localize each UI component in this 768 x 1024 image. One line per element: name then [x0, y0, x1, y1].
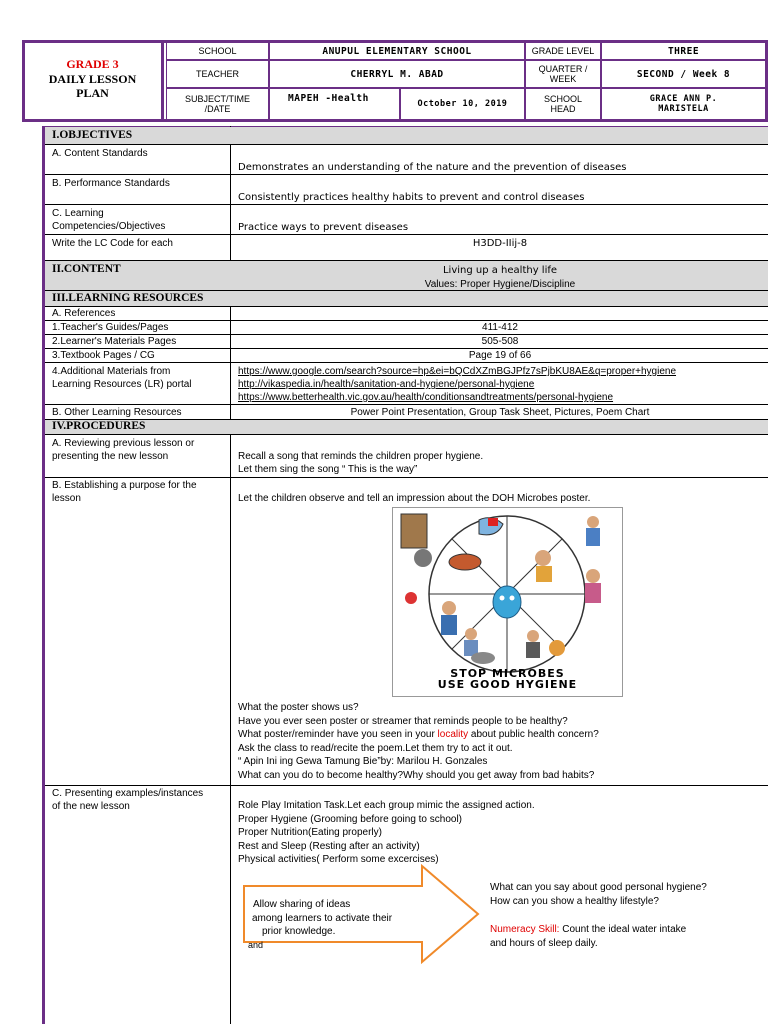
presenting-label [52, 787, 203, 813]
purpose-poem-title: “ Apin Ini ing Gewa Tamung Bie”by: Marilou H. Gonzales [238, 756, 488, 767]
reviewing-label-line2: presenting the new lesson [52, 451, 169, 462]
arrow-callout-line1: Allow sharing of ideas [253, 899, 351, 910]
presenting-label-line1: C. Presenting examples/instances [52, 788, 204, 799]
subject-label [166, 88, 269, 120]
content-value-values: Values: Proper Hygiene/Discipline [424, 279, 576, 290]
purpose-label [52, 479, 197, 505]
learners-materials-label: 2.Learner's Materials Pages [52, 336, 177, 347]
school-head-label-line1: SCHOOL [543, 94, 582, 104]
purpose-question-3-post: about public health concern? [468, 729, 599, 740]
subject-value: MAPEH -Health [269, 88, 400, 120]
purpose-question-3 [238, 728, 599, 742]
purpose-question-3-pre: What poster/reminder have you seen in your [238, 729, 438, 740]
purpose-intro: Let the children observe and tell an impression about the DOH Microbes poster. [238, 493, 591, 504]
purpose-question-2: Have you ever seen poster or streamer that reminds people to be healthy? [238, 715, 568, 727]
additional-materials-label-line1: 4.Additional Materials from [52, 366, 171, 377]
competencies-value: Practice ways to prevent diseases [238, 222, 409, 233]
additional-materials-label [52, 365, 192, 391]
arrow-callout-text [252, 898, 392, 939]
performance-standards-label: B. Performance Standards [52, 178, 170, 189]
presenting-label-line2: of the new lesson [52, 801, 130, 812]
purpose-question-1: What the poster shows us? [238, 702, 359, 713]
section-objectives-title: I.OBJECTIVES [52, 129, 133, 141]
section-procedures-title: IV.PROCEDURES [52, 420, 146, 432]
grade-level-value: THREE [601, 42, 766, 60]
reflection-questions [490, 881, 707, 908]
section-learning-resources [45, 291, 768, 307]
teacher-value: CHERRYL M. ABAD [269, 60, 525, 88]
teachers-guide-value: 411-412 [482, 322, 518, 333]
presenting-line-1: Role Play Imitation Task.Let each group mimic the assigned action. [238, 800, 535, 811]
resource-links [238, 365, 676, 404]
performance-standards-value: Consistently practices healthy habits to prevent and control diseases [238, 192, 585, 203]
resource-link-3[interactable]: https://www.betterhealth.vic.gov.au/health/conditionsandtreatments/personal-hygiene [238, 392, 614, 403]
subject-label-line1: SUBJECT/TIME [184, 94, 250, 104]
purpose-label-line1: B. Establishing a purpose for the [52, 480, 197, 491]
subject-label-line2: /DATE [204, 104, 231, 114]
presenting-lines [238, 799, 535, 867]
quarter-label [525, 60, 601, 88]
row-references [45, 307, 768, 321]
lc-code-label: Write the LC Code for each [52, 238, 173, 249]
other-resources-label: B. Other Learning Resources [52, 407, 182, 418]
section-procedures [45, 420, 768, 435]
competencies-label-line1: C. Learning [52, 208, 104, 219]
section-objectives [45, 127, 768, 145]
resource-link-2[interactable]: http://vikaspedia.in/health/sanitation-and-hygiene/personal-hygiene [238, 379, 535, 390]
reviewing-value [238, 450, 483, 476]
textbook-value: Page 19 of 66 [468, 350, 532, 361]
purpose-label-line2: lesson [52, 493, 81, 504]
grade-title: GRADE 3 [66, 57, 119, 71]
competencies-label [52, 207, 165, 233]
quarter-value: SECOND / Week 8 [601, 60, 766, 88]
quarter-label-line1: QUARTER / [538, 64, 588, 74]
lc-code-value: H3DD-IIij-8 [472, 238, 528, 249]
poster-slogan-line2: USE GOOD HYGIENE [437, 678, 578, 691]
school-value: ANUPUL ELEMENTARY SCHOOL [269, 42, 525, 60]
numeracy-skill-text: Count the ideal water intake [559, 924, 687, 935]
references-label: A. References [52, 308, 116, 319]
dlp-title-line1: DAILY LESSON [48, 72, 137, 86]
numeracy-skill-text-line2: and hours of sleep daily. [490, 938, 598, 949]
presenting-line-4: Rest and Sleep (Resting after an activity) [238, 840, 420, 852]
additional-materials-label-line2: Learning Resources (LR) portal [52, 379, 192, 390]
section-learning-resources-title: III.LEARNING RESOURCES [52, 292, 204, 304]
grade-level-label: GRADE LEVEL [525, 42, 601, 60]
school-head-label [525, 88, 601, 120]
school-head-value-line1: GRACE ANN P. [649, 94, 718, 104]
section-content-title: II.CONTENT [52, 263, 121, 275]
purpose-question-6: What can you do to become healthy?Why should you get away from bad habits? [238, 769, 595, 781]
doh-microbes-poster [392, 507, 623, 697]
reflection-question-2: How can you show a healthy lifestyle? [490, 895, 659, 907]
numeracy-skill [490, 923, 686, 951]
arrow-callout-line3: prior knowledge. [262, 926, 336, 937]
content-value-topic: Living up a healthy life [442, 265, 558, 276]
purpose-question-4: Ask the class to read/recite the poem.Let them try to act it out. [238, 742, 513, 754]
competencies-label-line2: Competencies/Objectives [52, 221, 166, 232]
poster-slogan-line1: STOP MICROBES [450, 667, 565, 680]
reviewing-label-line1: A. Reviewing previous lesson or [52, 438, 195, 449]
presenting-line-2: Proper Hygiene (Grooming before going to school) [238, 813, 463, 825]
purpose-questions [238, 701, 599, 782]
dlp-title-line2: PLAN [76, 86, 109, 100]
reviewing-value-line1: Recall a song that reminds the children proper hygiene. [238, 451, 484, 462]
resource-link-1[interactable]: https://www.google.com/search?source=hp&ei=bQCdXZmBGJPfz7sPjbKU8AE&q=proper+hygiene [238, 366, 677, 377]
school-label: SCHOOL [166, 42, 269, 60]
date-value: October 10, 2019 [400, 88, 525, 120]
quarter-label-line2: WEEK [549, 74, 577, 84]
arrow-under-text: and [248, 940, 264, 950]
teachers-guide-label: 1.Teacher's Guides/Pages [52, 322, 169, 333]
purpose-question-3-highlight: locality [437, 729, 469, 740]
reflection-question-1: What can you say about good personal hygiene? [490, 882, 707, 893]
school-head-value-line2: MARISTELA [658, 104, 709, 114]
header-title-block [24, 42, 164, 120]
textbook-label: 3.Textbook Pages / CG [52, 350, 155, 361]
learners-materials-value: 505-508 [481, 336, 519, 347]
school-head-value [601, 88, 766, 120]
poster-slogan [393, 668, 622, 690]
content-standards-value: Demonstrates an understanding of the nature and the prevention of diseases [238, 162, 627, 173]
content-standards-label: A. Content Standards [52, 148, 148, 159]
numeracy-skill-label: Numeracy Skill: [490, 924, 560, 935]
arrow-callout-line2: among learners to activate their [252, 912, 393, 924]
presenting-line-5: Physical activities( Perform some excercises) [238, 854, 439, 865]
school-head-label-line2: HEAD [550, 104, 576, 114]
reviewing-value-line2: Let them sing the song “ This is the way” [238, 464, 418, 475]
other-resources-value: Power Point Presentation, Group Task Sheet, Pictures, Poem Chart [350, 407, 650, 418]
presenting-line-3: Proper Nutrition(Eating properly) [238, 827, 382, 838]
teacher-label: TEACHER [166, 60, 269, 88]
reviewing-label [52, 437, 194, 463]
